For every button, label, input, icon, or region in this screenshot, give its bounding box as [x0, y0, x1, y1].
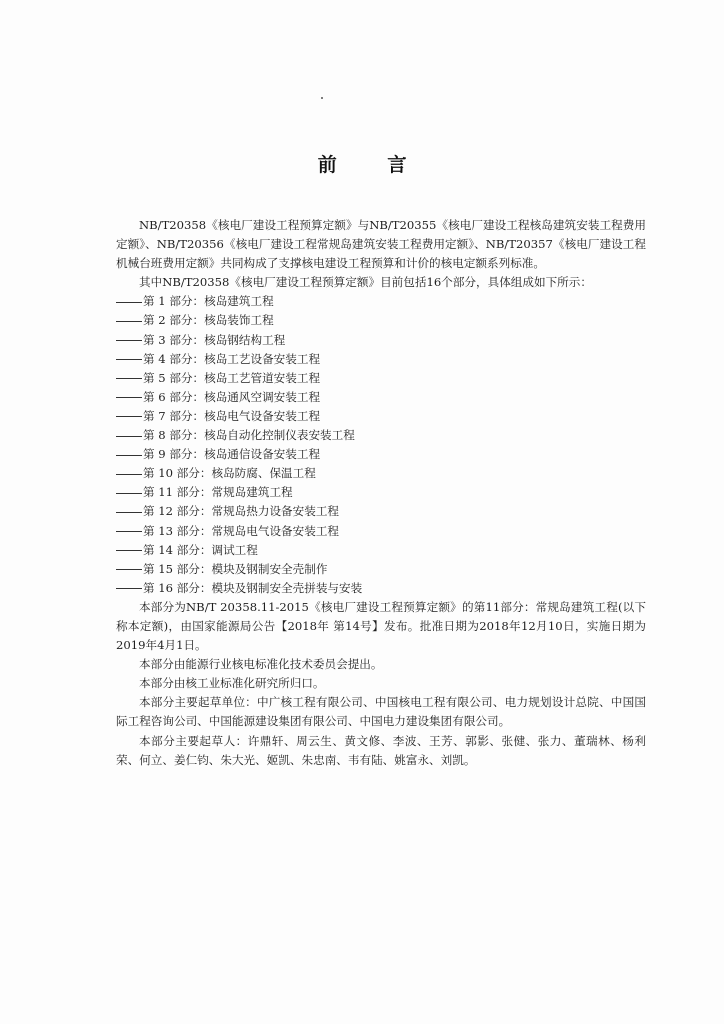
part-list-item [116, 464, 646, 483]
part-list-item [116, 445, 646, 464]
part-list-item [116, 350, 646, 369]
part-label: 第 3 部分：核岛钢结构工程 [143, 332, 286, 347]
em-dash-marker [116, 493, 142, 494]
part-list-item [116, 541, 646, 560]
part-list-item [116, 502, 646, 521]
part-list-item [116, 292, 646, 311]
part-list-item [116, 522, 646, 541]
part-label: 第 6 部分：核岛通风空调安装工程 [143, 389, 321, 404]
part-label: 第 10 部分：核岛防腐、保温工程 [143, 466, 316, 481]
intro-paragraph: NB/T20358《核电厂建设工程预算定额》与NB/T20355《核电厂建设工程核岛建筑安装工程费用定额》、NB/T20356《核电厂建设工程常规岛建筑安装工程费用定额》、NB/T20357《核电厂建设工程机械台班费用定额》共同构成了支撑核电建设工程预算和计价的核电定额系列标准。 [116, 218, 646, 271]
em-dash-marker [116, 397, 142, 398]
em-dash-marker [116, 455, 142, 456]
drafting-units-paragraph: 本部分主要起草单位：中广核工程有限公司、中国核电工程有限公司、电力规划设计总院、中国国际工程咨询公司、中国能源建设集团有限公司、中国电力建设集团有限公司。 [116, 695, 646, 729]
em-dash-marker [116, 378, 142, 379]
part-list-item [116, 560, 646, 579]
em-dash-marker [116, 436, 142, 437]
document-body [116, 216, 646, 770]
part-label: 第 13 部分：常规岛电气设备安装工程 [143, 523, 340, 538]
em-dash-marker [116, 302, 142, 303]
part-label: 第 14 部分：调试工程 [143, 542, 258, 557]
part-label: 第 4 部分：核岛工艺设备安装工程 [143, 351, 321, 366]
managed-by-paragraph: 本部分由核工业标准化研究所归口。 [139, 676, 325, 691]
em-dash-marker [116, 512, 142, 513]
page-title: 前 言 [317, 154, 429, 176]
part-label: 第 8 部分：核岛自动化控制仪表安装工程 [143, 428, 355, 443]
em-dash-marker [116, 340, 142, 341]
em-dash-marker [116, 321, 142, 322]
part-list-item [116, 426, 646, 445]
drafters-paragraph: 本部分主要起草人：许鼎轩、周云生、黄文修、李波、王芳、郭影、张健、张力、董瑞林、杨利荣、何立、姜仁钧、朱大光、姬凯、朱忠南、韦有陆、姚富永、刘凯。 [116, 733, 646, 767]
em-dash-marker [116, 550, 142, 551]
part-label: 第 1 部分：核岛建筑工程 [143, 294, 274, 309]
part-list-item [116, 369, 646, 388]
em-dash-marker [116, 416, 142, 417]
em-dash-marker [116, 474, 142, 475]
part-label: 第 7 部分：核岛电气设备安装工程 [143, 408, 321, 423]
em-dash-marker [116, 588, 142, 589]
part-label: 第 5 部分：核岛工艺管道安装工程 [143, 370, 321, 385]
part-list-item [116, 331, 646, 350]
part-list-item [116, 388, 646, 407]
em-dash-marker [116, 531, 142, 532]
part-label: 第 15 部分：模块及钢制安全壳制作 [143, 561, 328, 576]
part-label: 第 2 部分：核岛装饰工程 [143, 313, 274, 328]
parts-intro-paragraph: 其中NB/T20358《核电厂建设工程预算定额》目前包括16个部分，具体组成如下所示： [139, 275, 592, 290]
parts-list [116, 292, 646, 598]
scan-speck [321, 97, 323, 99]
part-list-item [116, 483, 646, 502]
part-label: 第 11 部分：常规岛建筑工程 [143, 485, 293, 500]
part-label: 第 16 部分：模块及钢制安全壳拼装与安装 [143, 580, 363, 595]
em-dash-marker [116, 569, 142, 570]
part-label: 第 9 部分：核岛通信设备安装工程 [143, 447, 321, 462]
part-info-paragraph: 本部分为NB/T 20358.11-2015《核电厂建设工程预算定额》的第11部分：常规岛建筑工程(以下称本定额)，由国家能源局公告【2018年 第14号】发布。批准日期为2018年12月10日，实施日期为2019年4月1日。 [116, 599, 646, 653]
part-list-item [116, 311, 646, 330]
proposed-by-paragraph: 本部分由能源行业核电标准化技术委员会提出。 [139, 657, 383, 672]
part-list-item [116, 407, 646, 426]
part-label: 第 12 部分：常规岛热力设备安装工程 [143, 504, 340, 519]
em-dash-marker [116, 359, 142, 360]
part-list-item [116, 579, 646, 598]
